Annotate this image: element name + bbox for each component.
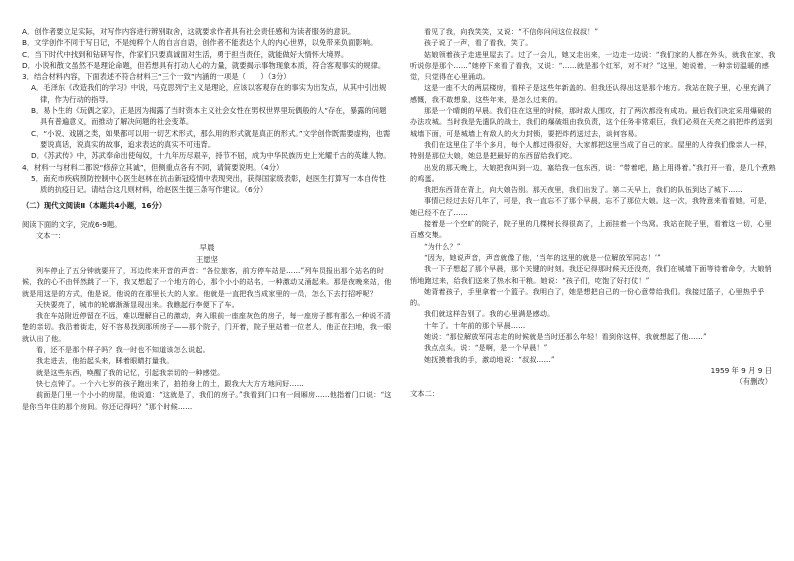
story-paragraph: 我一下子想起了那个早晨，那个关键的时刻。我还记得那时候天还没亮，我们在城墙下面等待着命令，大娘悄悄地跑过来，给我们送来了热水和干粮。她说：“孩子们，吃饱了好打仗！”: [410, 264, 772, 285]
story-paragraph: 我点点头，说：“是啊，是一个早晨！”: [424, 343, 548, 353]
story-paragraph: 她抚摸着我的手，激动地说：“叔叔……”: [424, 354, 555, 364]
story-paragraph: 天快要亮了，城市的轮廓渐渐显现出来。我瞧起行李便下了车。: [36, 299, 239, 309]
story-paragraph: 列车停止了五分钟就要开了，耳边传来开音的声音：“各位旅客，前方停车站是……”列车员报出那个站名的时候，我的心不由怦然跳了一下，我又想起了一个地方的心，那个小小的站名，一种激动又涌起来。那是夜晚来站，他就是用这是的方式，他是说，他说的在那里长大的人家。他就是一直把我当成家里的一员，怎么下去打招呼呢？: [22, 265, 392, 298]
option-q3-a: A．毛泽东《改造我们的学习》中说，马克思列宁主义是理论，应该以客观存在的事实为出发点，从其中引出规律，作为行动的指导。: [31, 83, 387, 104]
story-paragraph: 我们就这样告别了。我的心里满是感动。: [424, 309, 555, 319]
story-paragraph: 她背着孩子，手里拿着一个篮子。我明白了，她是想把自己的一份心意带给我们。我接过篮子，心里热乎乎的。: [410, 286, 765, 308]
story-paragraph: 我们在这里住了半个多月，每个人都过得很好，大家都把这里当成了自己的家。屋里的人待我们像亲人一样，特别是那位大娘，她总是把最好的东西留给我们吃。: [410, 139, 772, 161]
story-author: 王愿坚: [196, 254, 218, 264]
question-5: 5．南充市疾病预防控制中心医生赵林在抗击新冠疫情中表现突出，获得国家级表彰，赵医生打算写一本自传性质的抗疫日记。请结合这几则材料，给赵医生提三条写作建议。（6分）: [31, 173, 386, 195]
story-paragraph: “因为，她说声音，声音就像了他，‘当年的这里的就是一位解放军同志！’”: [424, 252, 661, 262]
option-q3-c: C．“小说、戏剧之类，如果都可以用一切艺术形式，那么用的形式就是真正的形式。”文学创作既需要虚构，也需要说真话，说真实的故事，追求表达的真实不可违背。: [31, 128, 391, 149]
option-q3-d: D．《苏武传》中，苏武奉命出使匈奴，十九年历尽艰辛，持节不屈，成为中华民族历史上光耀千古的英雄人物。: [31, 151, 391, 161]
text-two-label: 文本二：: [410, 388, 440, 398]
story-paragraph: 快七点钟了。一个六七岁的孩子跑出来了，拍拍身上的土，跟我大大方方地问好……: [36, 378, 305, 388]
story-paragraph: 看，还不是那个样子吗？我一时也不知道该怎么说起。: [36, 345, 210, 355]
story-paragraph: 这是一座不大的两层楼房，看样子是这些年新盖的。但我还认得出这是那个地方。我站在院子里，心里充满了感慨，我不敢想象，这些年来，是怎么过来的。: [410, 83, 772, 104]
section-header: （二）现代文阅读Ⅱ（本题共4小题，16分）: [22, 201, 167, 211]
story-paragraph: 姑娘领着孩子走进里屋去了。过了一会儿，她又走出来，一边走一边说：“我们家的人都在外头，就我在家，我听说你是那个……”她停下来看了看我，又说：“……就是那个红军，对不对？”这里，她说着，一种亲切温暖的感觉，只觉得在心里涌动。: [410, 49, 776, 82]
text-one-label: 文本一：: [36, 231, 66, 241]
instruction: 阅读下面的文字，完成6-9题。: [22, 220, 122, 230]
option-q2-d: D．小说和散文虽然不是理论命题，但若想具有打动人心的力量，就要揭示事物现象本质，符合客观事实的规律。: [22, 60, 386, 70]
option-q2-c: C．当下时代中找到和钻研写作，作家们只要真诚面对生活，勇于担当责任，就能做好大情怀大境界。: [22, 49, 349, 59]
question-4: 4．材料一与材料二都说“修辞立其诚”，但侧重点各有不同，请简要说明。（4分）: [22, 162, 284, 172]
story-paragraph: 看见了我，向我笑笑，又说：“不信你问问这位叔叔！”: [424, 27, 599, 36]
story-paragraph: 就是这些东西，唤醒了我的记忆，引起我亲切的一种感觉。: [36, 367, 225, 377]
story-paragraph: 她说：“那位解放军同志走的时候就是当时还那么年轻！看到你这样，我就想起了他……”: [424, 332, 707, 342]
story-paragraph: 孩子说了一声，看了看我，笑了。: [424, 38, 533, 48]
story-paragraph: 十年了。十年前的那个早晨……: [424, 320, 526, 330]
edit-note: （有删改）: [735, 377, 772, 387]
story-title: 早晨: [199, 242, 215, 252]
option-q3-b: B．易卜生的《玩偶之家》，正是因为揭露了当时资本主义社会女性在男权世界里玩偶般的人”存在，暴露的问题具有普遍意义，而推动了解决问题的社会变革。: [31, 106, 387, 127]
story-paragraph: 我把东西背在背上，向大娘告别。那天夜里，我们出发了。第二天早上，我们的队伍到达了城下……: [424, 185, 743, 195]
story-paragraph: “为什么？”: [424, 241, 461, 251]
story-paragraph: 我在车站附近停留在不远，难以理解自己的激动，奔入眼前一座座灰色的房子，每一座房子都有那么一种说不清楚的亲切。我沿着街走，好不容易找到那所房子——那个院子，门开着，院子里站着一位老人，他正在扫地，我一眼就认出了他。: [22, 311, 392, 343]
option-q2-b: B．文学创作不同于写日记，不是纯粹个人的自言自语，创作者不能表达个人的内心世界，以免带来负面影响。: [22, 38, 378, 48]
left-column: [22, 26, 392, 412]
option-q2-a: A．创作者要立足实际，对写作内容进行辨别取舍，这就要求作者具有社会责任感和为读者服务的意识。: [22, 27, 356, 36]
story-paragraph: 那是一个晴朗的早晨。我们住在这里的时候，那时敌人围攻，打了两次都没有成功。最后我们决定采用爆破的办法攻城。当时我是先遣队的战士，我们的爆破组由我负责，这个任务非常艰巨，我们必须在天亮之前把炸药送到城墙下面，可是城墙上有敌人的火力封锁，要把炸药送过去，谈何容易。: [410, 106, 773, 138]
story-paragraph: 我走进去，他抬起头来，眯着眼睛打量我。: [36, 356, 174, 366]
question-3-stem: 3．结合材料内容，下面表述不符合材料三“三个一致”内涵的一项是（ ）（3分）: [22, 72, 291, 82]
right-column: [410, 26, 778, 399]
story-paragraph: 事情已经过去好几年了，可是，我一直忘不了那个早晨，忘不了那位大娘。这一次，我特意来看看她，可是，她已经不在了……: [410, 196, 772, 217]
story-date: 1959 年 9 月 9 日: [710, 365, 772, 375]
story-paragraph: 接着是一个空旷的院子，院子里的几棵树长得很高了，上面挂着一个鸟窝。我站在院子里，看着这一切，心里百感交集。: [410, 219, 772, 240]
story-paragraph: 出发的那天晚上，大娘把我叫到一边，塞给我一包东西，说：“带着吧，路上用得着。”我打开一看，是几个煮熟的鸡蛋。: [410, 162, 776, 183]
story-paragraph: 前面是门里一个小小的房屋，他说道：“这就是了，我们的房子。”我看到门口有一间厢房……他指着门口说：“这是你当年住的那个房间。你还记得吗？”那个时候……: [22, 390, 392, 411]
